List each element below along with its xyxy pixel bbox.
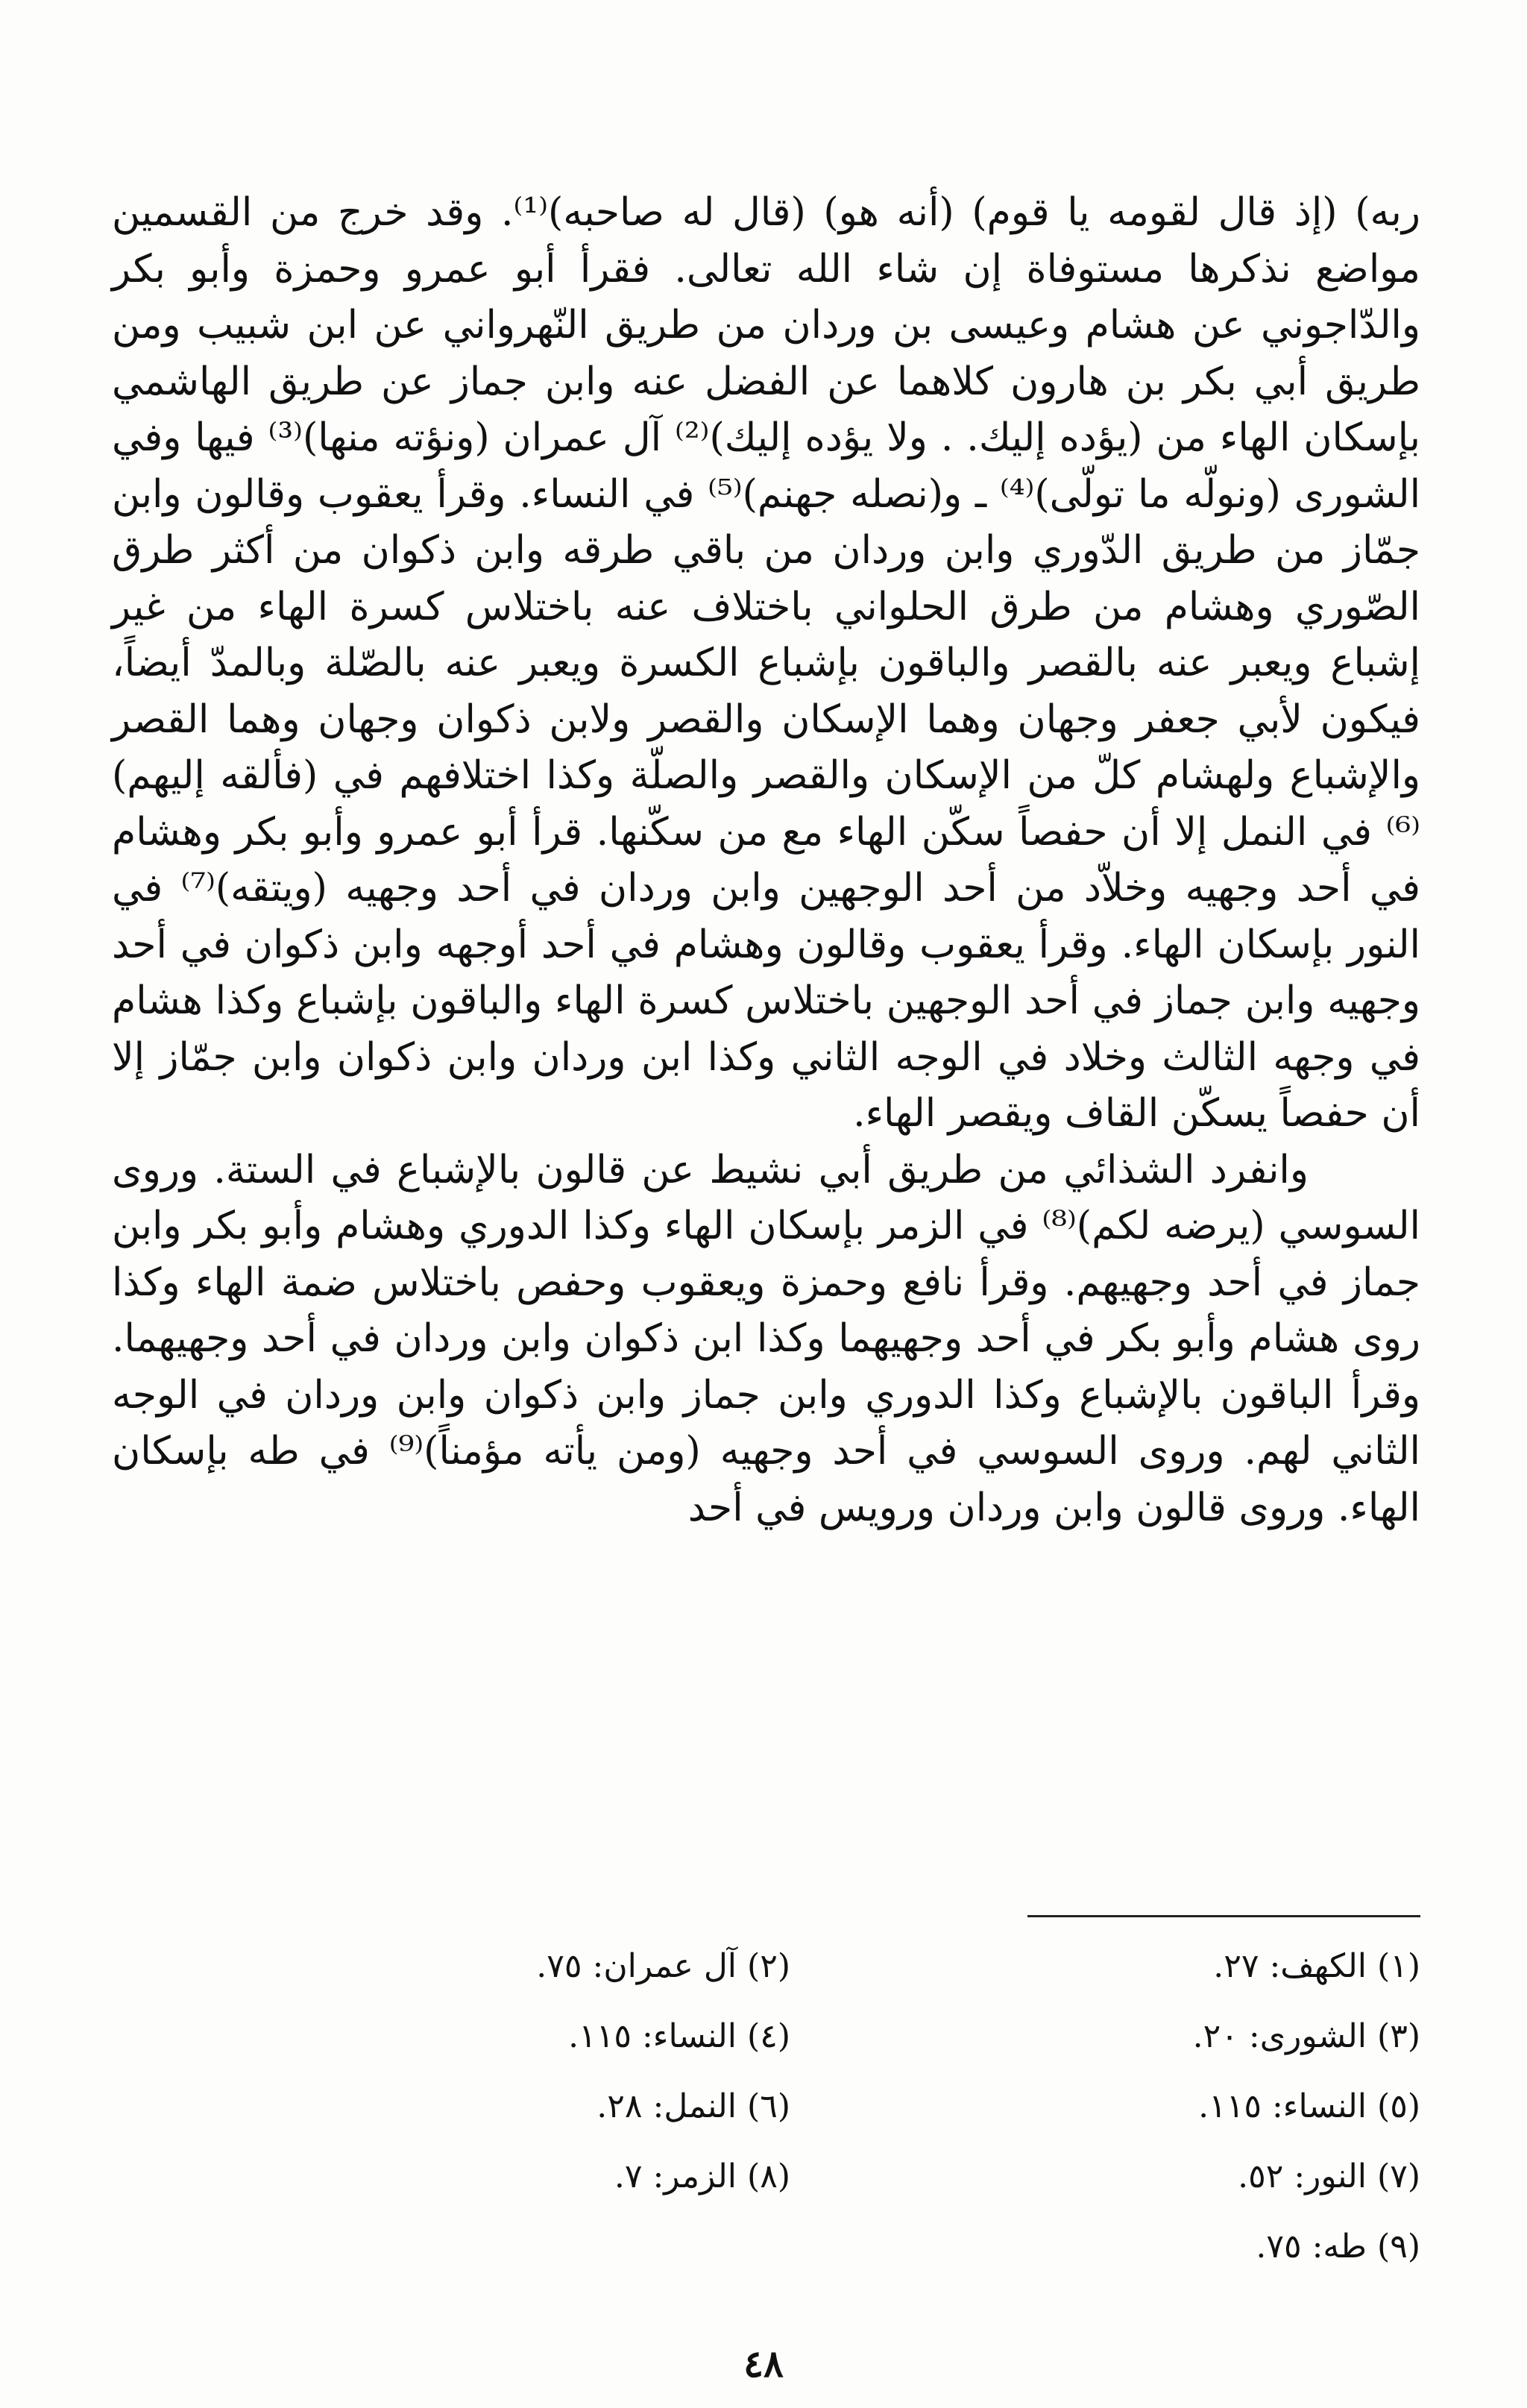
footnote-6: (٦) النمل: ٢٨.	[596, 2087, 790, 2125]
footnote-2: (٢) آل عمران: ٧٥.	[536, 1947, 790, 1985]
footnote-4: (٤) النساء: ١١٥.	[568, 2017, 790, 2055]
footnotes	[440, 1931, 1420, 2282]
footnote-9: (٩) طه: ٧٥.	[1256, 2228, 1420, 2266]
paragraph-2: وانفرد الشذائي من طريق أبي نشيط عن قالون بالإشباع في الستة. وروى السوسي (يرضه لكم)⁽⁸⁾ في الزمر بإسكان الهاء وكذا الدوري وهشام وأبو بكر وابن جماز في أحد وجهيهم. وقرأ نافع وحمزة ويعقوب وحفص باختلاس ضمة الهاء وكذا روى هشام وأبو بكر في أحد وجهيهما وكذا ابن ذكوان وابن وردان في أحد وجهيهما. وقرأ الباقون بالإشباع وكذا الدوري وابن جماز وابن ذكوان وابن وردان في الوجه الثاني لهم. وروى السوسي في أحد وجهيه (ومن يأته مؤمناً)⁽⁹⁾ في طه بإسكان الهاء. وروى قالون وابن وردان ورويس في أحد	[112, 1147, 1420, 1530]
page-number: ٤٨	[743, 2342, 784, 2386]
footnote-5: (٥) النساء: ١١٥.	[1198, 2087, 1420, 2125]
footnote-7: (٧) النور: ٥٢.	[1238, 2157, 1420, 2195]
footnote-8: (٨) الزمر: ٧.	[614, 2157, 790, 2195]
footnote-1: (١) الكهف: ٢٧.	[1213, 1947, 1420, 1985]
main-text	[112, 185, 1420, 1536]
footnote-3: (٣) الشورى: ٢٠.	[1192, 2017, 1420, 2055]
footnote-separator	[1027, 1915, 1420, 1917]
paragraph-1: ربه) (إذ قال لقومه يا قوم) (أنه هو) (قال له صاحبه)⁽¹⁾. وقد خرج من القسمين مواضع نذكرها مستوفاة إن شاء الله تعالى. فقرأ أبو عمرو وحمزة وأبو بكر والدّاجوني عن هشام وعيسى بن وردان من طريق النّهرواني عن ابن شبيب ومن طريق أبي بكر بن هارون كلاهما عن الفضل عنه وابن جماز عن طريق الهاشمي بإسكان الهاء من (يؤده إليك. . ولا يؤده إليك)⁽²⁾ آل عمران (ونؤته منها)⁽³⁾ فيها وفي الشورى (ونولّه ما تولّى)⁽⁴⁾ ـ و(نصله جهنم)⁽⁵⁾ في النساء. وقرأ يعقوب وقالون وابن جمّاز من طريق الدّوري وابن وردان من باقي طرقه وابن ذكوان من أكثر طرق الصّوري وهشام من طرق الحلواني باختلاف عنه باختلاس كسرة الهاء من غير إشباع ويعبر عنه بالقصر والباقون بإشباع الكسرة ويعبر عنه بالصّلة وبالمدّ أيضاً، فيكون لأبي جعفر وجهان وهما الإسكان والقصر ولابن ذكوان وجهان وهما القصر والإشباع ولهشام كلّ من الإسكان والقصر والصلّة وكذا اختلافهم في (فألقه إليهم)⁽⁶⁾ في النمل إلا أن حفصاً سكّن الهاء مع من سكّنها. قرأ أبو عمرو وأبو بكر وهشام في أحد وجهيه وخلاّد من أحد الوجهين وابن وردان في أحد وجهيه (ويتقه)⁽⁷⁾ في النور بإسكان الهاء. وقرأ يعقوب وقالون وهشام في أحد أوجهه وابن ذكوان في أحد وجهيه وابن جماز في أحد الوجهين باختلاس كسرة الهاء والباقون بإشباع وكذا هشام في وجهه الثالث وخلاد في الوجه الثاني وكذا ابن وردان وابن ذكوان وابن جمّاز إلا أن حفصاً يسكّن القاف ويقصر الهاء.	[112, 190, 1421, 1136]
